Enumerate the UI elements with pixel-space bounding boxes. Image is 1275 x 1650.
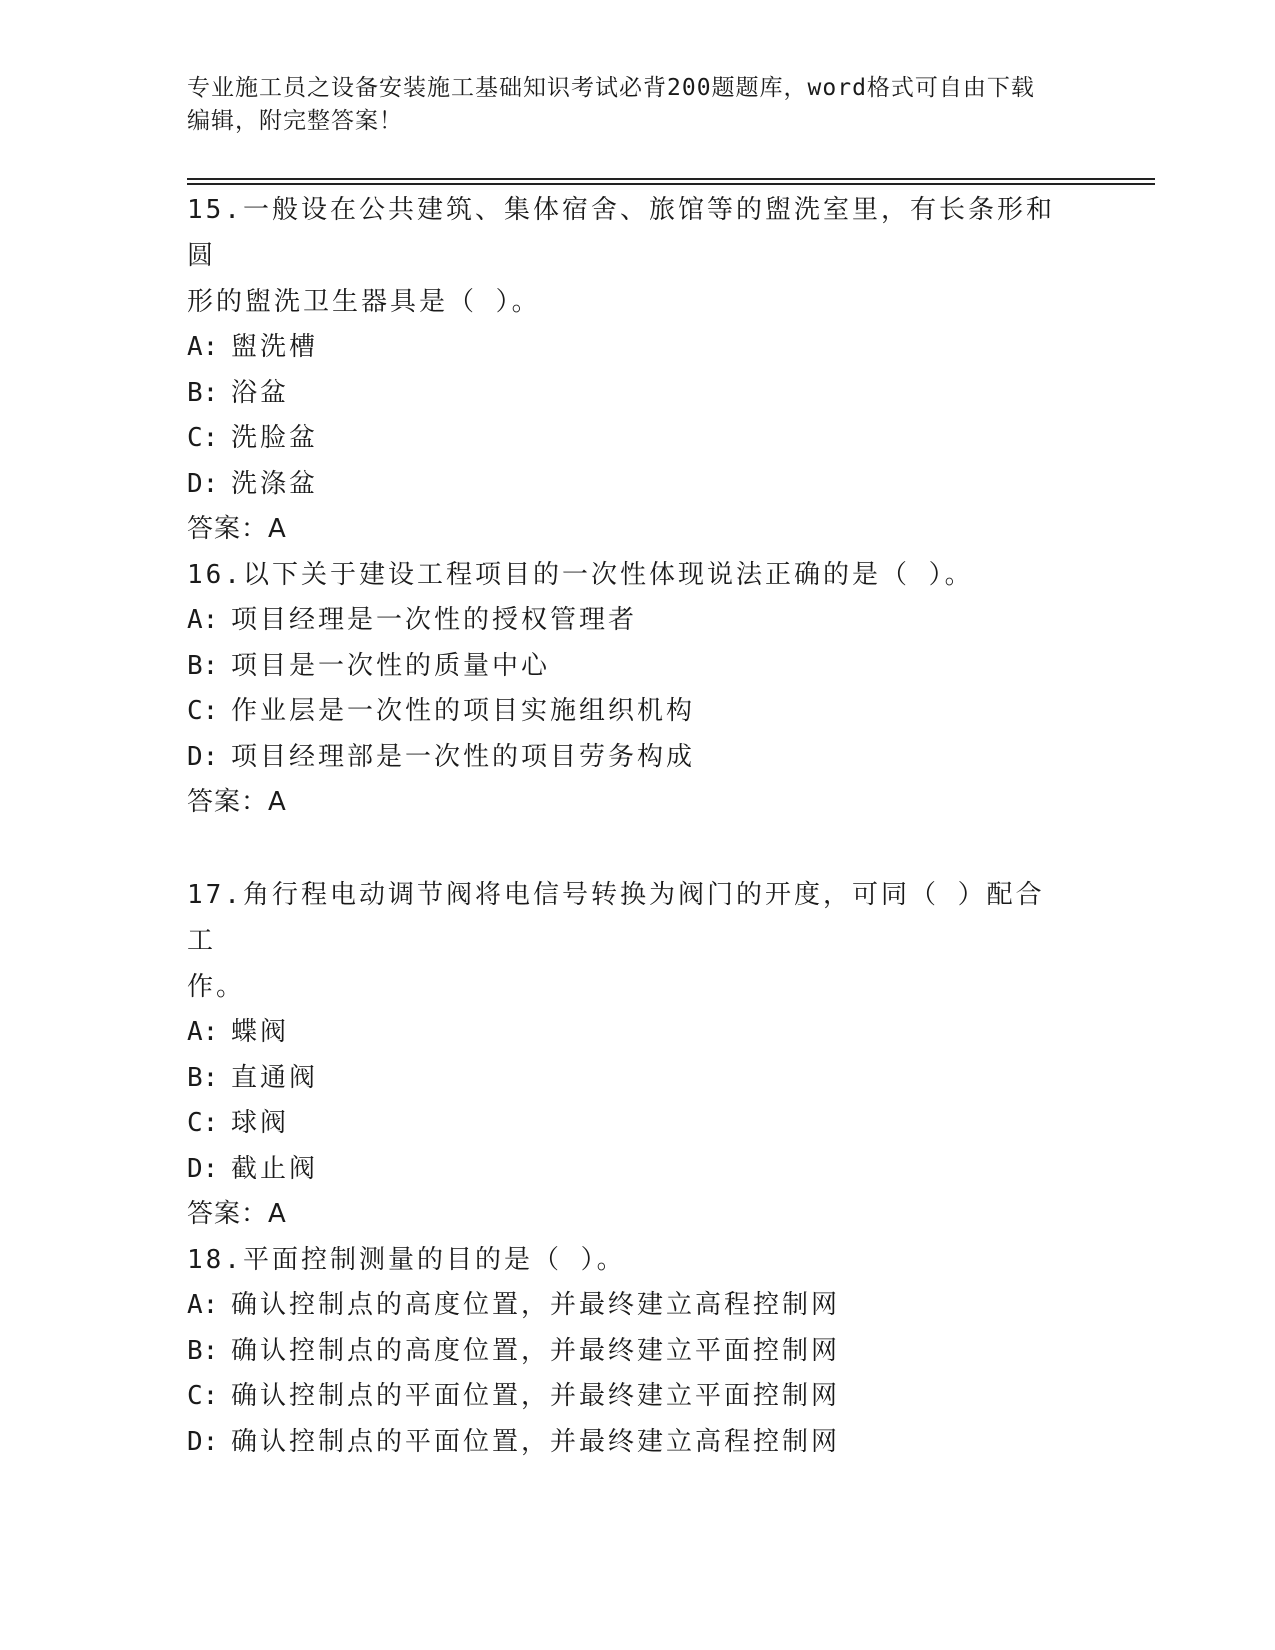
option-text: 蝶阀 — [231, 1017, 290, 1047]
document-header — [187, 72, 1067, 138]
option-c — [187, 1374, 1067, 1420]
option-letter: C: — [187, 423, 219, 454]
option-d — [187, 1147, 1067, 1193]
header-line-2: 编辑，附完整答案！ — [187, 108, 403, 134]
option-letter: C: — [187, 696, 219, 727]
option-letter: D: — [187, 468, 219, 499]
answer-line: 答案：A — [187, 1199, 287, 1230]
question-text-line: 16.以下关于建设工程项目的一次性体现说法正确的是（ ）。 — [187, 560, 974, 590]
option-letter: D: — [187, 1426, 219, 1457]
question-15 — [187, 187, 1067, 552]
option-c — [187, 1101, 1067, 1147]
option-letter: D: — [187, 741, 219, 772]
option-c — [187, 416, 1067, 462]
option-d — [187, 735, 1067, 781]
header-divider-top — [187, 178, 1155, 180]
option-text: 确认控制点的平面位置，并最终建立高程控制网 — [231, 1426, 841, 1457]
option-letter: B: — [187, 1335, 219, 1366]
option-text: 浴盆 — [231, 377, 290, 408]
option-letter: A: — [187, 332, 219, 362]
answer-line: 答案：A — [187, 787, 287, 818]
option-letter: B: — [187, 650, 219, 681]
option-text: 确认控制点的高度位置，并最终建立平面控制网 — [231, 1335, 841, 1366]
option-b — [187, 1056, 1067, 1102]
option-d — [187, 462, 1067, 508]
option-b — [187, 1329, 1067, 1375]
option-text: 项目经理部是一次性的项目劳务构成 — [231, 741, 696, 772]
option-letter: A: — [187, 605, 219, 635]
option-letter: B: — [187, 1062, 219, 1093]
option-text: 作业层是一次性的项目实施组织机构 — [231, 696, 696, 727]
answer-line: 答案：A — [187, 514, 287, 545]
option-a — [187, 325, 1067, 371]
option-letter: C: — [187, 1381, 219, 1412]
option-text: 确认控制点的高度位置，并最终建立高程控制网 — [231, 1290, 841, 1320]
option-c — [187, 689, 1067, 735]
option-letter: D: — [187, 1153, 219, 1184]
question-text-line: 17.角行程电动调节阀将电信号转换为阀门的开度，可同（ ）配合工 — [187, 880, 1045, 956]
question-text-line: 15.一般设在公共建筑、集体宿舍、旅馆等的盥洗室里，有长条形和圆 — [187, 195, 1055, 271]
question-text-line: 形的盥洗卫生器具是（ ）。 — [187, 287, 541, 317]
option-letter: A: — [187, 1017, 219, 1047]
option-text: 截止阀 — [231, 1153, 319, 1184]
option-text: 项目经理是一次性的授权管理者 — [231, 605, 638, 635]
option-text: 球阀 — [231, 1108, 290, 1139]
option-b — [187, 644, 1067, 690]
option-a — [187, 598, 1067, 644]
option-text: 直通阀 — [231, 1062, 319, 1093]
question-text-line: 作。 — [187, 972, 246, 1002]
option-text: 洗涤盆 — [231, 468, 319, 499]
option-text: 项目是一次性的质量中心 — [231, 650, 551, 681]
option-d — [187, 1420, 1067, 1466]
option-letter: C: — [187, 1108, 219, 1139]
question-18 — [187, 1237, 1067, 1465]
option-text: 洗脸盆 — [231, 423, 319, 454]
question-text-line: 18.平面控制测量的目的是（ ）。 — [187, 1245, 626, 1275]
option-a — [187, 1010, 1067, 1056]
option-letter: B: — [187, 377, 219, 408]
header-line-1: 专业施工员之设备安装施工基础知识考试必背200题题库，word格式可自由下载 — [187, 75, 1035, 101]
header-divider-bottom — [187, 183, 1155, 185]
option-letter: A: — [187, 1290, 219, 1320]
option-a — [187, 1283, 1067, 1329]
option-text: 确认控制点的平面位置，并最终建立平面控制网 — [231, 1381, 841, 1412]
option-text: 盥洗槽 — [231, 332, 319, 362]
option-b — [187, 371, 1067, 417]
question-16 — [187, 552, 1067, 825]
question-17 — [187, 872, 1067, 1237]
